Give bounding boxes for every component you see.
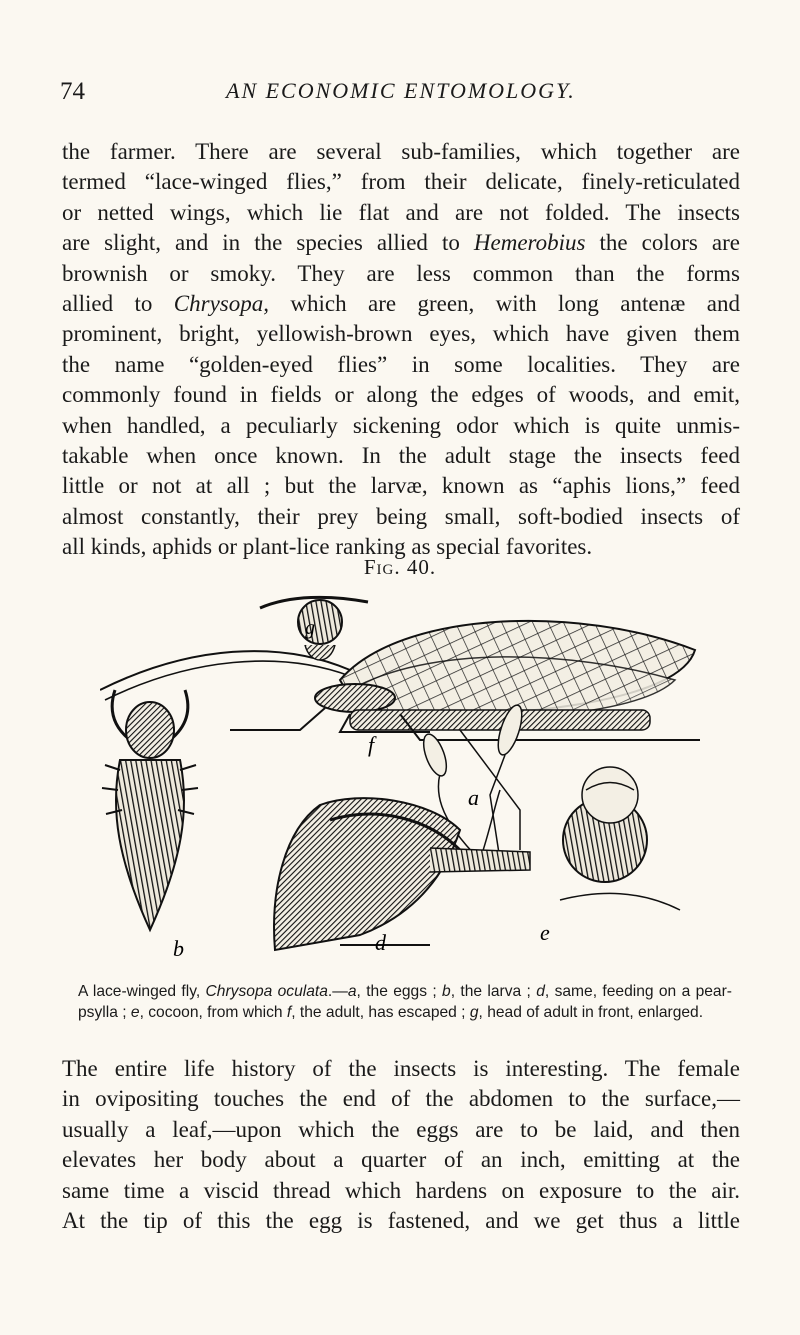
text-line: usually a leaf,—upon which the eggs are to be laid, and then bbox=[62, 1116, 740, 1142]
figure-letter-e: e bbox=[540, 920, 550, 945]
text-line bbox=[62, 289, 740, 319]
running-head: AN ECONOMIC ENTOMOLOGY. bbox=[226, 78, 576, 103]
text-line: almost constantly, their prey being small, soft-bodied insects of bbox=[62, 503, 740, 529]
caption-text: , the eggs ; bbox=[356, 983, 443, 1000]
caption-letter-e: e bbox=[130, 1003, 140, 1021]
text-fragment: are slight, and in the species allied to bbox=[62, 230, 474, 256]
caption-letter-f: f bbox=[286, 1003, 292, 1021]
text-line bbox=[62, 228, 740, 258]
caption-text: , the adult, has escaped ; bbox=[291, 1003, 470, 1021]
genus-name-chrysopa: Chrysopa, bbox=[173, 291, 269, 317]
caption-letter-d: d bbox=[536, 983, 545, 1000]
text-fragment: which are green, with long antenæ and bbox=[268, 291, 741, 317]
adult-lacewing bbox=[100, 621, 700, 740]
text-line: in ovipositing touches the end of the abdomen to the surface,— bbox=[62, 1086, 740, 1112]
text-line: the name “golden-eyed flies” in some localities. They are bbox=[62, 351, 740, 377]
text-line: same time a viscid thread which hardens on exposure to the air. bbox=[62, 1177, 740, 1203]
figure-letter-d: d bbox=[375, 930, 386, 955]
figure-caption bbox=[78, 982, 732, 1023]
text-line: or netted wings, which lie flat and are not folded. The insects bbox=[62, 199, 740, 225]
text-line: prominent, bright, yellowish-brown eyes, which have given them bbox=[62, 321, 740, 347]
genus-name-hemerobius: Hemerobius bbox=[473, 230, 586, 256]
text-line: elevates her body about a quarter of an inch, emitting at the bbox=[62, 1147, 740, 1173]
text-fragment: the colors are bbox=[585, 230, 740, 256]
caption-text: , the larva ; bbox=[450, 983, 537, 1000]
cocoon bbox=[560, 767, 680, 910]
species-name: Chrysopa oculata bbox=[205, 983, 328, 1000]
page-number: 74 bbox=[60, 78, 85, 105]
page-header bbox=[60, 78, 740, 118]
text-line: little or not at all ; but the larvæ, known as “aphis lions,” feed bbox=[62, 473, 740, 499]
text-line: all kinds, aphids or plant-lice ranking as special favorites. bbox=[62, 534, 593, 560]
figure-label: Fig. 40. bbox=[363, 555, 437, 579]
caption-letter-a: a bbox=[347, 983, 357, 1000]
text-line: The entire life history of the insects is interesting. The female bbox=[62, 1056, 740, 1081]
figure-letter-b: b bbox=[173, 936, 184, 961]
caption-letter-g: g bbox=[469, 1003, 479, 1021]
text-line: brownish or smoky. They are less common than the forms bbox=[62, 260, 740, 286]
lacewing-illustration bbox=[100, 590, 700, 965]
caption-text: , same, feeding on a pear-psylla ; bbox=[78, 983, 732, 1021]
caption-text: , head of adult in front, enlarged. bbox=[478, 1003, 704, 1021]
caption-letter-b: b bbox=[442, 983, 451, 1000]
larva bbox=[102, 690, 198, 930]
text-line: termed “lace-winged flies,” from their delicate, finely-reticulated bbox=[62, 169, 740, 195]
paragraph-1 bbox=[62, 137, 740, 563]
caption-text: .— bbox=[327, 983, 348, 1000]
text-line: commonly found in fields or along the edges of woods, and emit, bbox=[62, 382, 740, 408]
figure-letter-g: g bbox=[305, 617, 315, 639]
text-fragment: allied to bbox=[62, 291, 174, 317]
text-line: takable when once known. In the adult stage the insects feed bbox=[62, 443, 740, 469]
figure-letter-f: f bbox=[368, 732, 375, 757]
text-line: when handled, a peculiarly sickening odor which is quite unmis- bbox=[62, 412, 740, 438]
paragraph-2 bbox=[62, 1054, 740, 1236]
caption-text: , cocoon, from which bbox=[139, 1003, 287, 1021]
text-line: At the tip of this the egg is fastened, and we get thus a little bbox=[62, 1208, 740, 1234]
caption-text: A lace-winged fly, bbox=[78, 983, 206, 1000]
text-line: the farmer. There are several sub-families, which together are bbox=[62, 139, 740, 164]
figure-letter-a: a bbox=[468, 785, 479, 810]
